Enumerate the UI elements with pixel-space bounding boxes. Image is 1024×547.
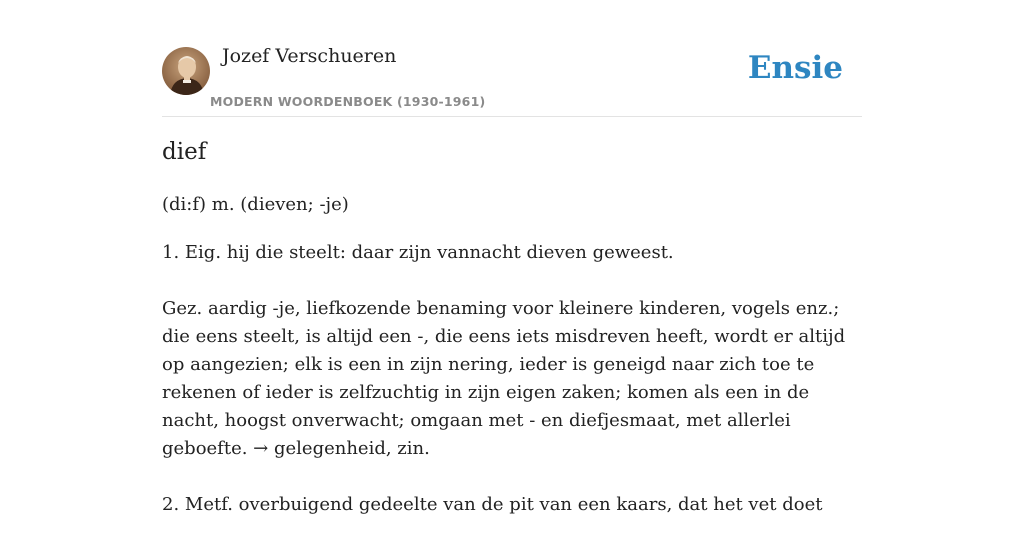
definition-paragraph: Gez. aardig -je, liefkozende benaming voor kleinere kinderen, vogels enz.; die eens steelt, is altijd een -, die eens iets misdreven heeft, wordt er altijd op aangezien; elk is een in zijn nering, ieder is geneigd naar zich toe te rekenen of ieder is zelfzuchtig in zijn eigen zaken; komen als een in de nacht, hoogst onverwacht; omgaan met - en diefjesmaat, met allerlei geboefte. → gelegenheid, zin.: [162, 298, 846, 459]
source-label[interactable]: MODERN WOORDENBOEK (1930-1961): [210, 94, 486, 109]
author-portrait-icon: [162, 47, 210, 95]
entry-definitions: [162, 239, 862, 547]
page: [162, 0, 862, 515]
definition-paragraph: 2. Metf. overbuigend gedeelte van de pit van een kaars, dat het vet doet: [162, 494, 823, 515]
ensie-logo[interactable]: Ensie: [747, 50, 843, 86]
entry-title: dief: [162, 139, 207, 165]
author-name[interactable]: Jozef Verschueren: [222, 45, 397, 67]
entry-pronunciation: (di:f) m. (dieven; -je): [162, 194, 349, 215]
header: [162, 0, 862, 117]
author-avatar[interactable]: [162, 47, 210, 95]
definition-paragraph: 1. Eig. hij die steelt: daar zijn vannacht dieven geweest.: [162, 242, 674, 263]
